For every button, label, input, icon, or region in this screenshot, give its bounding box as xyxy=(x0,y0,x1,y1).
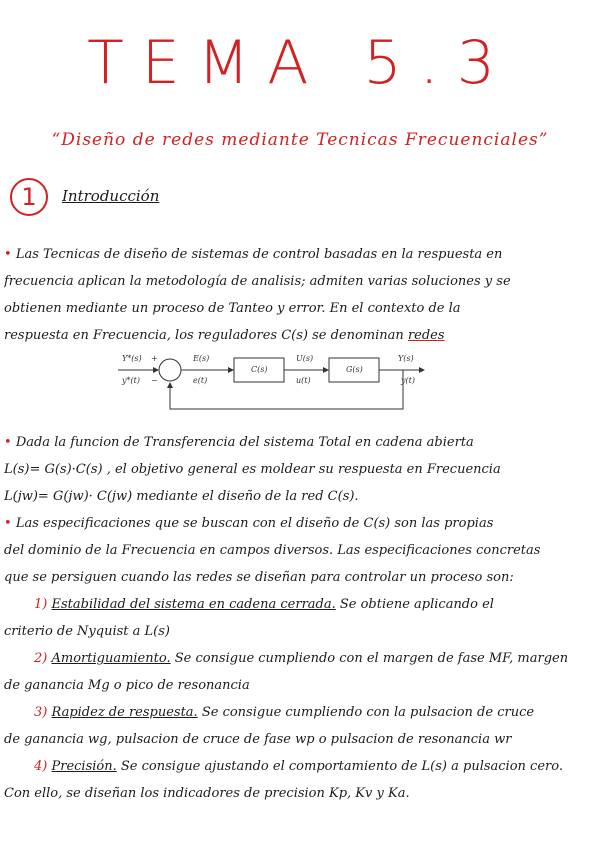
spec-continuation: de ganancia Mg o pico de resonancia xyxy=(4,678,250,693)
minus-sign: − xyxy=(151,376,158,385)
spec-item xyxy=(4,645,596,672)
text-line: frecuencia aplican la metodología de analisis; admiten varias soluciones y se xyxy=(4,274,511,289)
spec-continuation: criterio de Nyquist a L(s) xyxy=(4,624,170,639)
spec-number: 1) xyxy=(34,597,48,612)
spec-number: 3) xyxy=(34,705,48,720)
spec-text: Se consigue ajustando el comportamiento de L(s) a pulsacion cero. xyxy=(116,759,563,774)
text-line xyxy=(4,429,596,456)
block-diagram xyxy=(118,345,426,415)
section-number: 1 xyxy=(10,178,48,216)
spec-text: Se obtiene aplicando el xyxy=(335,597,494,612)
spec-text: Se consigue cumpliendo con el margen de fase MF, margen xyxy=(170,651,569,666)
text-line-content: Las especificaciones que se buscan con el diseño de C(s) son las propias xyxy=(15,516,494,531)
spec-item xyxy=(4,699,596,726)
spec-item xyxy=(4,591,596,618)
input-label: Y*(s) xyxy=(122,354,142,363)
output-label: Y(s) xyxy=(398,354,414,363)
text-line: L(jw)= G(jw)· C(jw) mediante el diseño de la red C(s). xyxy=(4,489,359,504)
spec-label: Estabilidad del sistema en cadena cerrada. xyxy=(51,597,336,612)
text-line-content: Dada la funcion de Transferencia del sistema Total en cadena abierta xyxy=(15,435,474,450)
text-line-content: Las Tecnicas de diseño de sistemas de control basadas en la respuesta en xyxy=(15,247,503,262)
text-line: que se persiguen cuando las redes se diseñan para controlar un proceso son: xyxy=(4,570,514,585)
text-line: del dominio de la Frecuencia en campos diversos. Las especificaciones concretas xyxy=(4,543,541,558)
bullet-icon: • xyxy=(4,247,12,262)
error-label: E(s) xyxy=(193,354,210,363)
plus-sign: + xyxy=(151,354,158,363)
spec-item xyxy=(4,753,596,780)
output-time-label: y(t) xyxy=(401,376,415,385)
control-time-label: u(t) xyxy=(296,376,311,385)
spec-label: Rapidez de respuesta. xyxy=(51,705,198,720)
text-line-content: respuesta en Frecuencia, los reguladores C(s) se denominan xyxy=(4,328,404,343)
text-line: obtienen mediante un proceso de Tanteo y error. En el contexto de la xyxy=(4,301,461,316)
spec-number: 4) xyxy=(34,759,48,774)
spec-label: Precisión. xyxy=(51,759,117,774)
page-title: TEMA 5.3 xyxy=(87,28,513,98)
bullet-icon: • xyxy=(4,516,12,531)
bullet-icon: • xyxy=(4,435,12,450)
summing-junction xyxy=(159,359,181,381)
paragraph-intro xyxy=(4,241,596,349)
block-diagram-graphic xyxy=(118,345,426,415)
text-line xyxy=(4,241,596,268)
spec-continuation: de ganancia wg, pulsacion de cruce de fase wp o pulsacion de resonancia wr xyxy=(4,732,512,747)
page-subtitle: “Diseño de redes mediante Tecnicas Frecuenciales” xyxy=(51,130,549,150)
paragraph-specs xyxy=(4,429,596,807)
section-title: Introducción xyxy=(62,187,160,205)
spec-continuation: Con ello, se diseñan los indicadores de precision Kp, Kv y Ka. xyxy=(4,786,410,801)
keyword-redes: redes xyxy=(407,328,445,343)
error-time-label: e(t) xyxy=(193,376,208,385)
input-time-label: y*(t) xyxy=(122,376,140,385)
spec-text: Se consigue cumpliendo con la pulsacion de cruce xyxy=(197,705,535,720)
controller-label: C(s) xyxy=(251,365,268,374)
spec-number: 2) xyxy=(34,651,48,666)
text-line xyxy=(4,510,596,537)
text-line: L(s)= G(s)·C(s) , el objetivo general es moldear su respuesta en Frecuencia xyxy=(4,462,501,477)
plant-label: G(s) xyxy=(346,365,363,374)
spec-label: Amortiguamiento. xyxy=(51,651,171,666)
control-label: U(s) xyxy=(296,354,314,363)
